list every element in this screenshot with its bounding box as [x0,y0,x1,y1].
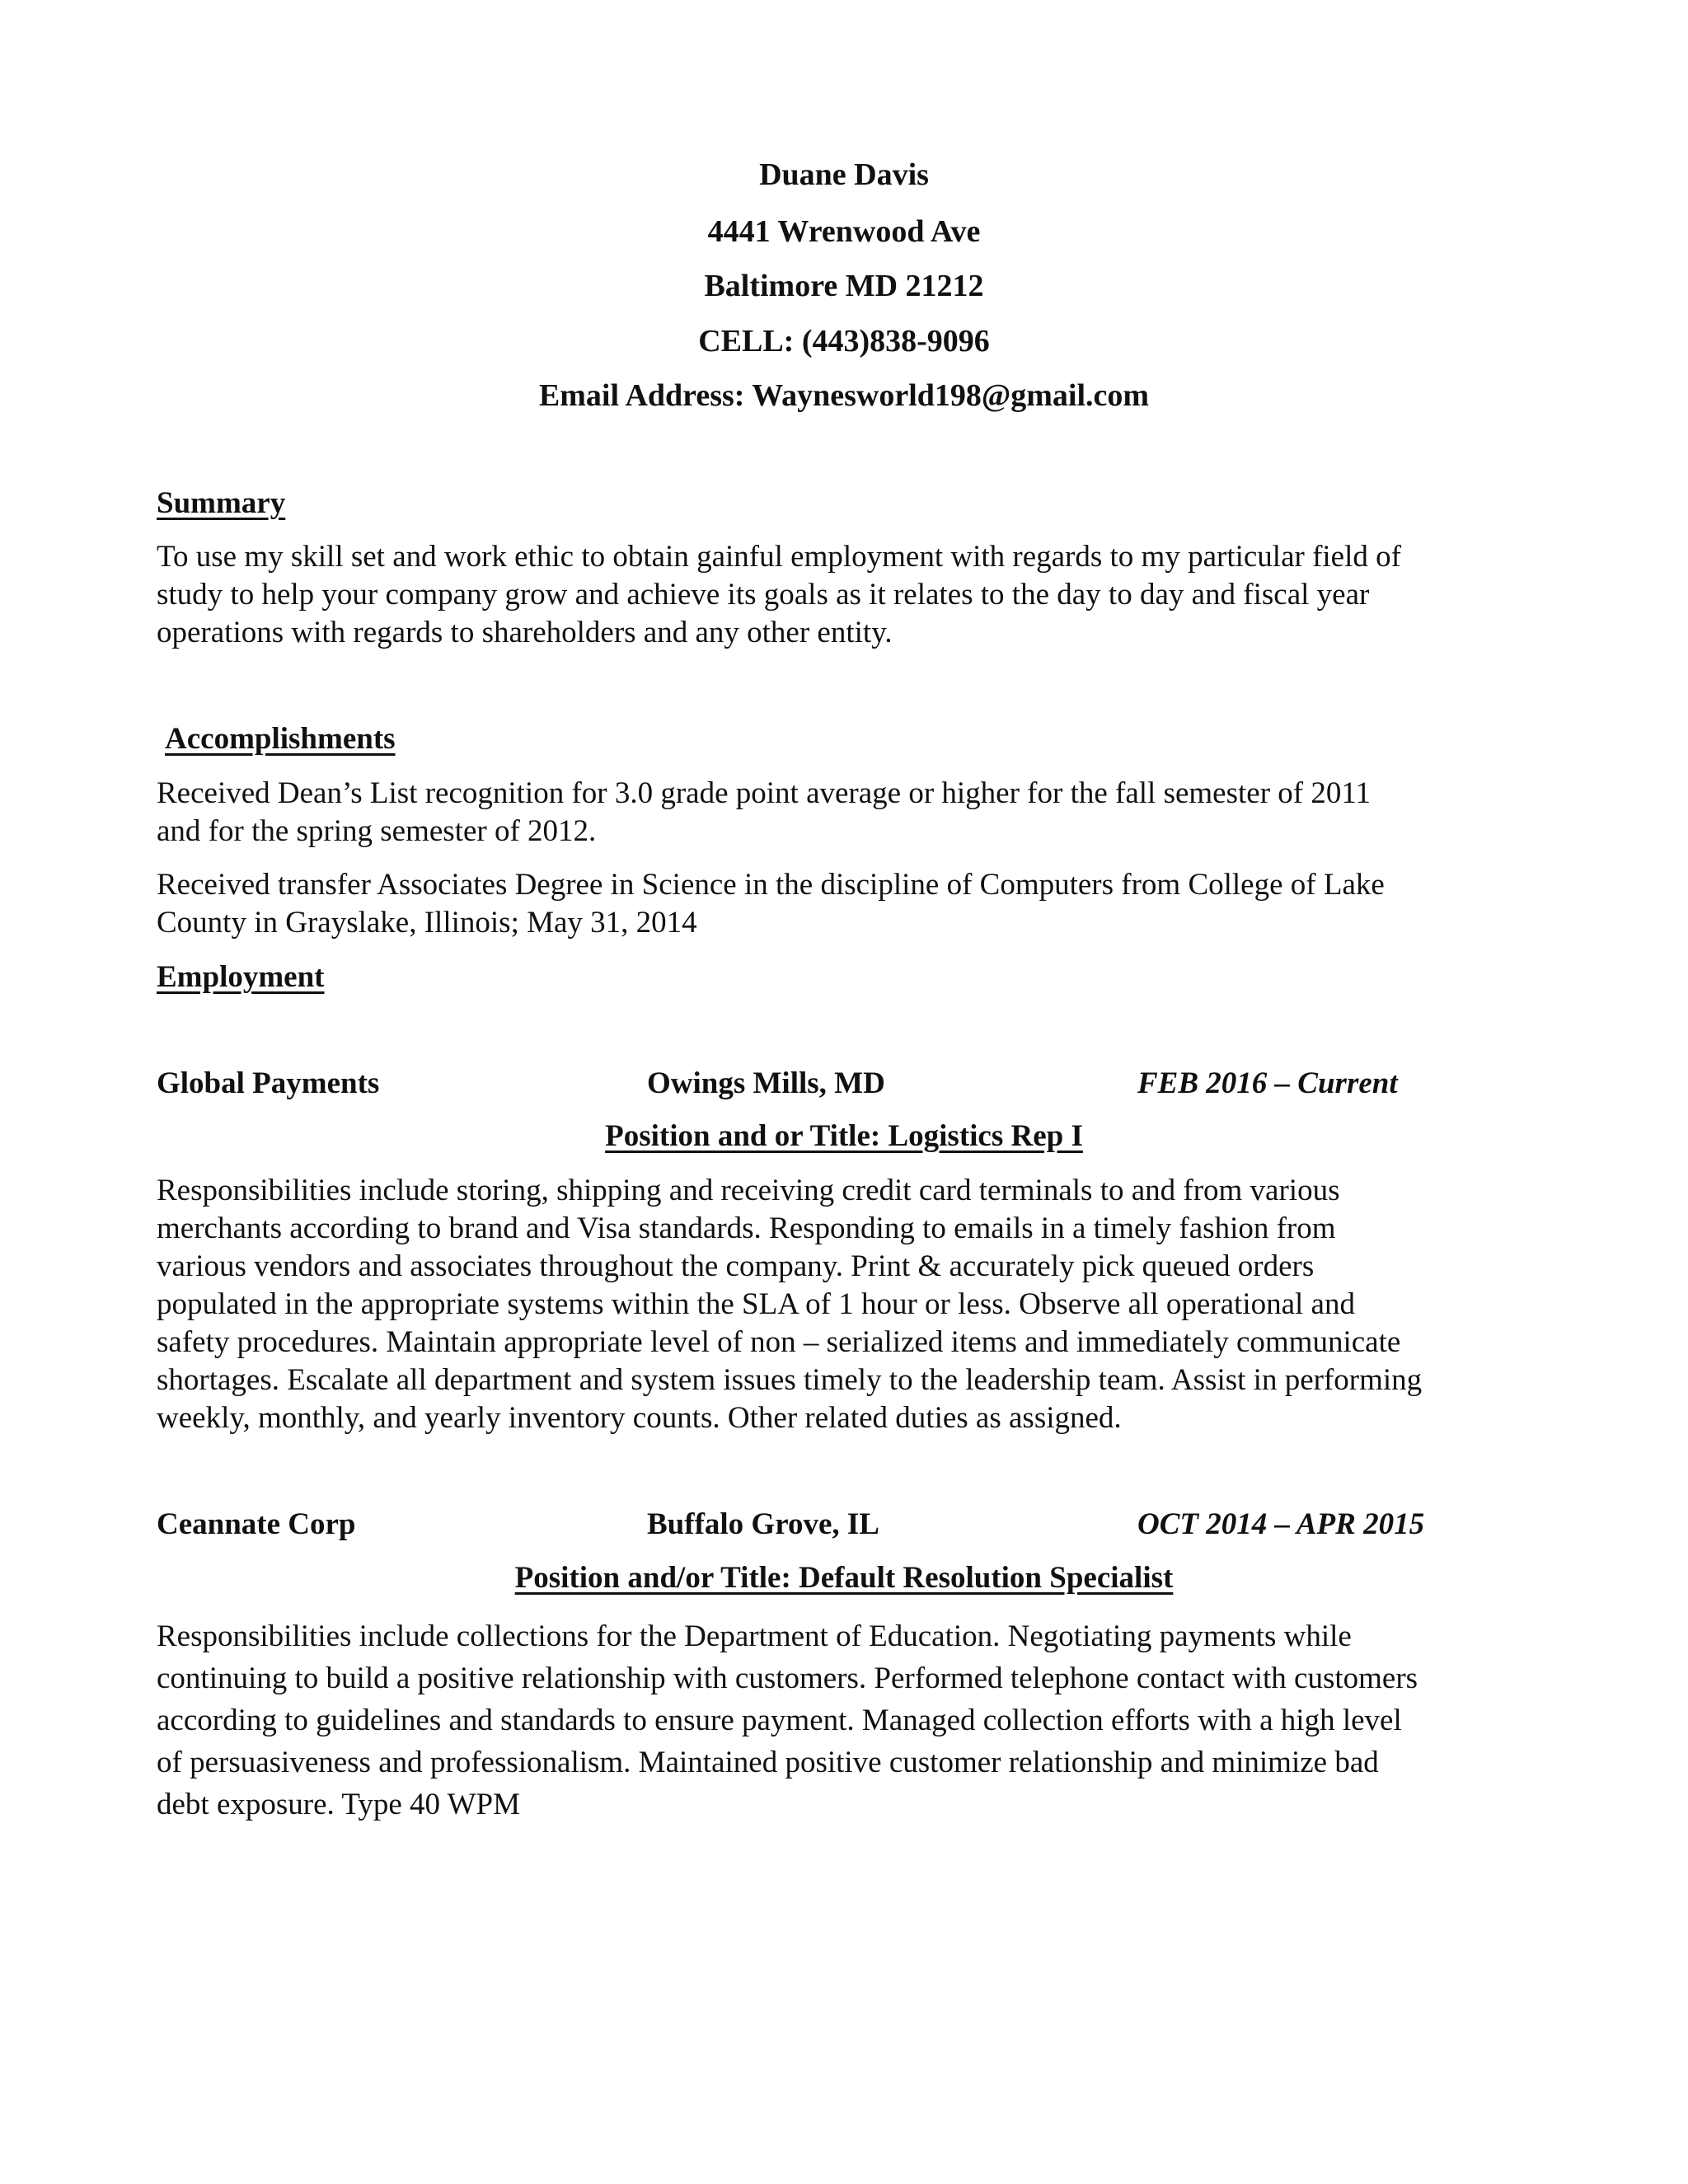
job-header-row [0,1065,1688,1103]
job-responsibility-line: according to guidelines and standards to ensure payment. Managed collection efforts with a high level [157,1704,1402,1737]
job-responsibility-line: weekly, monthly, and yearly inventory counts. Other related duties as assigned. [157,1401,1122,1435]
job-company: Global Payments [157,1066,380,1100]
cell-phone: CELL: (443)838-9096 [698,324,990,359]
job-header-row [0,1506,1688,1544]
job-dates: OCT 2014 – APR 2015 [1137,1507,1425,1541]
email-address: Email Address: Waynesworld198@gmail.com [538,378,1150,413]
accomplishment-line: Received transfer Associates Degree in Science in the discipline of Computers from College of Lake [157,868,1385,902]
job-responsibility-line: of persuasiveness and professionalism. Maintained positive customer relationship and minimize bad [157,1746,1379,1779]
address-line-1: 4441 Wrenwood Ave [707,214,981,249]
summary-heading: Summary [157,486,286,520]
accomplishments-heading: Accomplishments [165,722,396,756]
job-responsibility-line: Responsibilities include storing, shipping and receiving credit card terminals to and from various [157,1174,1340,1207]
job-responsibility-line: continuing to build a positive relationship with customers. Performed telephone contact with customers [157,1661,1418,1695]
job-responsibility-line: various vendors and associates throughout the company. Print & accurately pick queued orders [157,1249,1315,1283]
job-responsibility-line: shortages. Escalate all department and system issues timely to the leadership team. Assist in performing [157,1363,1423,1397]
job-responsibility-line: Responsibilities include collections for the Department of Education. Negotiating payments while [157,1619,1352,1653]
job-location: Owings Mills, MD [647,1066,885,1100]
accomplishment-line: Received Dean’s List recognition for 3.0 grade point average or higher for the fall semester of 2011 [157,776,1371,810]
summary-line: study to help your company grow and achieve its goals as it relates to the day to day and fiscal year [157,578,1370,612]
job-location: Buffalo Grove, IL [647,1507,879,1541]
job-company: Ceannate Corp [157,1507,356,1541]
address-line-2: Baltimore MD 21212 [704,269,984,303]
accomplishment-item [157,866,1385,942]
job-dates: FEB 2016 – Current [1137,1066,1398,1100]
job-responsibilities [157,1172,1422,1437]
job-responsibility-line: populated in the appropriate systems within the SLA of 1 hour or less. Observe all operational and [157,1287,1355,1321]
accomplishment-line: and for the spring semester of 2012. [157,814,597,848]
summary-line: operations with regards to shareholders and any other entity. [157,616,893,649]
accomplishment-line: County in Grayslake, Illinois; May 31, 2014 [157,906,697,940]
summary-line: To use my skill set and work ethic to obtain gainful employment with regards to my particular field of [157,540,1401,574]
job-responsibility-line: merchants according to brand and Visa standards. Responding to emails in a timely fashion from [157,1212,1336,1245]
applicant-name: Duane Davis [759,157,929,192]
job-title: Position and or Title: Logistics Rep I [605,1119,1083,1153]
job-title: Position and/or Title: Default Resolution Specialist [514,1561,1174,1595]
job-responsibilities [157,1615,1418,1825]
employment-heading: Employment [157,960,325,994]
job-responsibility-line: debt exposure. Type 40 WPM [157,1788,521,1821]
job-responsibility-line: safety procedures. Maintain appropriate level of non – serialized items and immediately communicate [157,1325,1401,1359]
summary-paragraph [157,538,1401,652]
accomplishment-item [157,775,1371,851]
